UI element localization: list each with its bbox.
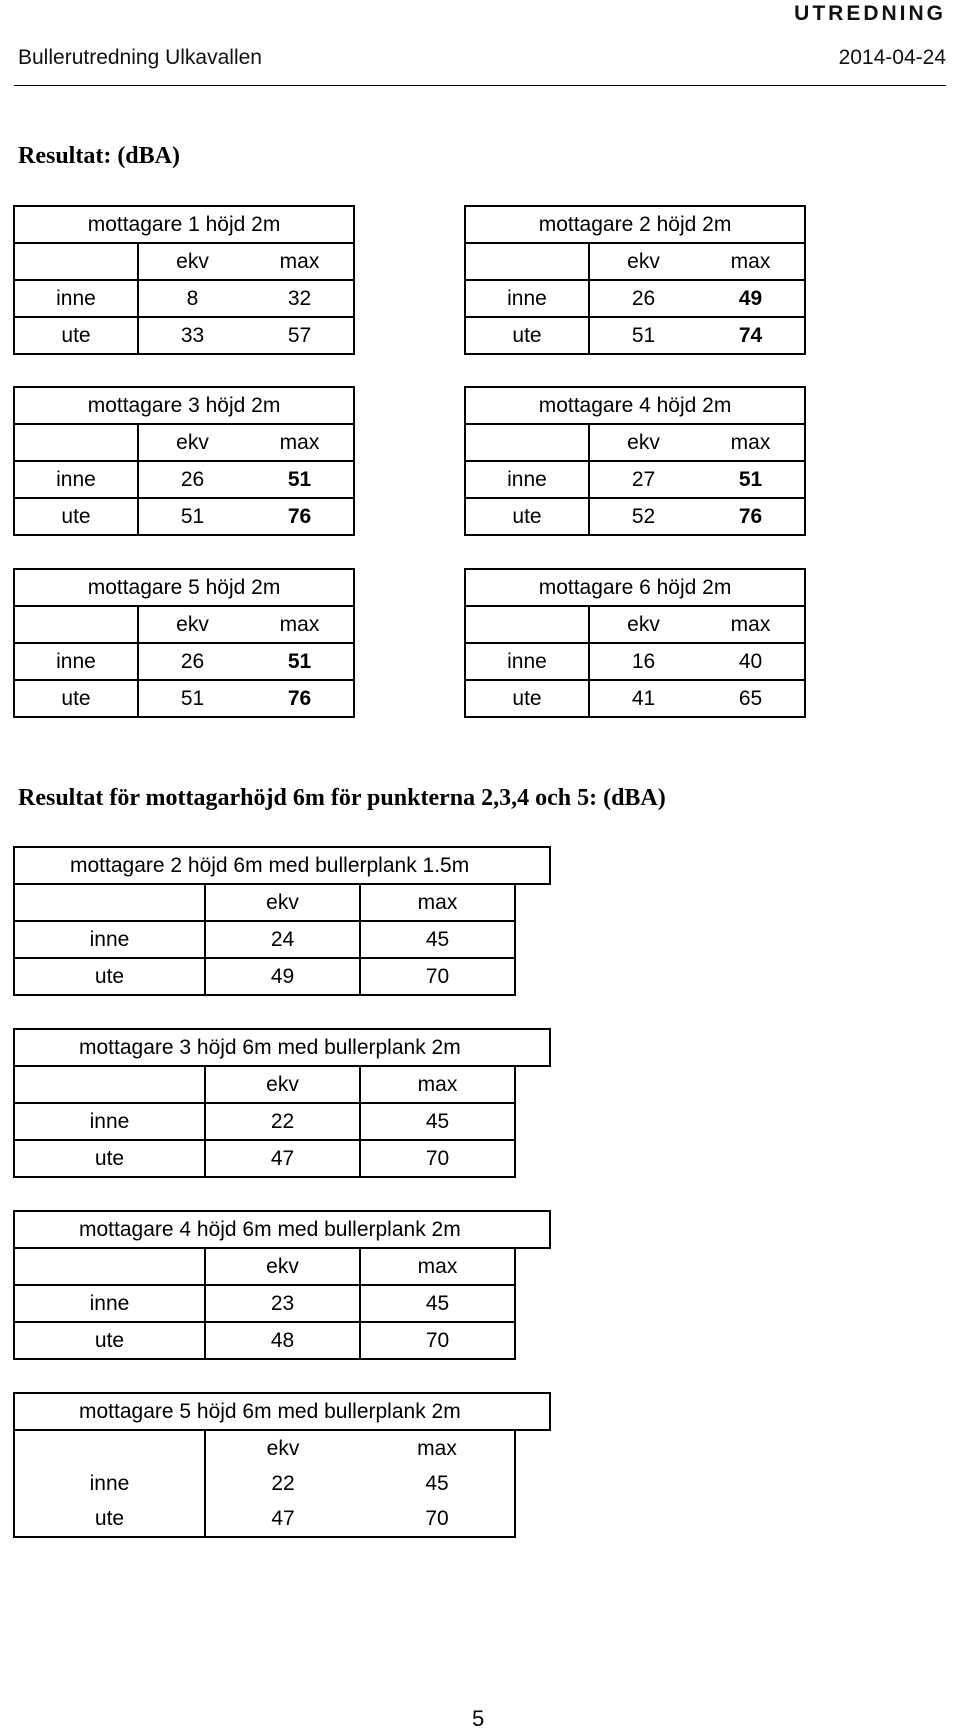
result-table-6m-mottagare-2 [13, 846, 551, 996]
section-title-6m-results: Resultat för mottagarhöjd 6m för punkterna 2,3,4 och 5: (dBA) [18, 785, 666, 811]
report-date: 2014-04-24 [838, 46, 946, 69]
result-table-mottagare-1 [13, 205, 355, 355]
value-ute-max: 70 [360, 1322, 515, 1359]
value-inne-max: 51 [246, 643, 354, 680]
column-header-max: max [360, 1430, 515, 1466]
column-header-max: max [697, 243, 805, 280]
column-header-ekv: ekv [138, 243, 246, 280]
column-header-ekv: ekv [205, 1066, 360, 1103]
column-header-max: max [246, 606, 354, 643]
value-ute-ekv: 47 [205, 1501, 360, 1537]
result-table-6m-mottagare-4 [13, 1210, 551, 1360]
value-ute-ekv: 52 [589, 498, 697, 535]
row-label-ute: ute [14, 317, 138, 354]
column-header-ekv: ekv [589, 424, 697, 461]
table-title: mottagare 1 höjd 2m [14, 206, 354, 243]
value-ute-ekv: 51 [138, 680, 246, 717]
column-header-ekv: ekv [589, 606, 697, 643]
row-label-inne: inne [14, 1285, 205, 1322]
document-category: UTREDNING [794, 2, 946, 25]
column-header-max: max [360, 884, 515, 921]
column-header-max: max [697, 606, 805, 643]
row-label-inne: inne [14, 461, 138, 498]
value-inne-max: 45 [360, 1103, 515, 1140]
value-inne-ekv: 23 [205, 1285, 360, 1322]
row-label-ute: ute [14, 498, 138, 535]
column-header-max: max [246, 243, 354, 280]
row-label-inne: inne [465, 280, 589, 317]
value-ute-max: 57 [246, 317, 354, 354]
row-label-ute: ute [465, 680, 589, 717]
row-label-inne: inne [14, 280, 138, 317]
value-inne-ekv: 22 [271, 1472, 295, 1495]
result-table-6m-mottagare-5 [13, 1392, 551, 1538]
row-label-ute: ute [14, 680, 138, 717]
row-label-ute: ute [14, 1322, 205, 1359]
value-inne-ekv: 16 [589, 643, 697, 680]
value-ute-ekv: 33 [138, 317, 246, 354]
result-table-mottagare-3 [13, 386, 355, 536]
header-divider [14, 85, 946, 86]
value-ute-ekv: 49 [205, 958, 360, 995]
value-inne-ekv: 8 [138, 280, 246, 317]
table-title: mottagare 5 höjd 6m med bullerplank 2m [14, 1393, 550, 1430]
value-ute-max: 76 [246, 680, 354, 717]
table-title: mottagare 6 höjd 2m [465, 569, 805, 606]
row-label-ute: ute [14, 1501, 205, 1537]
value-ute-ekv: 47 [205, 1140, 360, 1177]
value-ute-ekv: 51 [138, 498, 246, 535]
result-table-mottagare-2 [464, 205, 806, 355]
table-title: mottagare 4 höjd 6m med bullerplank 2m [14, 1211, 550, 1248]
value-inne-max: 45 [360, 1466, 515, 1501]
value-ute-max: 70 [360, 1501, 515, 1537]
column-header-max: max [360, 1066, 515, 1103]
column-header-ekv: ekv [266, 1437, 300, 1460]
value-ute-max: 65 [697, 680, 805, 717]
column-header-ekv: ekv [589, 243, 697, 280]
table-title: mottagare 3 höjd 2m [14, 387, 354, 424]
value-ute-ekv: 48 [205, 1322, 360, 1359]
table-title: mottagare 3 höjd 6m med bullerplank 2m [14, 1029, 550, 1066]
value-inne-max: 51 [246, 461, 354, 498]
column-header-ekv: ekv [205, 884, 360, 921]
section-title-results: Resultat: (dBA) [18, 143, 180, 169]
column-header-ekv: ekv [138, 424, 246, 461]
result-table-mottagare-5 [13, 568, 355, 718]
value-inne-max: 45 [360, 921, 515, 958]
value-inne-max: 40 [697, 643, 805, 680]
value-inne-ekv: 27 [589, 461, 697, 498]
value-inne-max: 49 [697, 280, 805, 317]
row-label-ute: ute [465, 498, 589, 535]
value-ute-max: 76 [246, 498, 354, 535]
column-header-max: max [360, 1248, 515, 1285]
row-label-ute: ute [465, 317, 589, 354]
table-title: mottagare 5 höjd 2m [14, 569, 354, 606]
result-table-6m-mottagare-3 [13, 1028, 551, 1178]
row-label-inne: inne [465, 461, 589, 498]
result-table-mottagare-4 [464, 386, 806, 536]
row-label-inne: inne [14, 1466, 205, 1501]
value-ute-max: 70 [360, 1140, 515, 1177]
row-label-inne: inne [14, 921, 205, 958]
row-label-inne: inne [14, 1103, 205, 1140]
value-ute-ekv: 41 [589, 680, 697, 717]
column-header-max: max [246, 424, 354, 461]
value-ute-ekv: 51 [589, 317, 697, 354]
value-inne-max: 45 [360, 1285, 515, 1322]
row-label-inne: inne [465, 643, 589, 680]
value-inne-ekv: 26 [138, 643, 246, 680]
value-ute-max: 74 [697, 317, 805, 354]
value-ute-max: 76 [697, 498, 805, 535]
table-title: mottagare 2 höjd 2m [465, 206, 805, 243]
value-inne-ekv: 26 [589, 280, 697, 317]
row-label-ute: ute [14, 1140, 205, 1177]
report-title: Bullerutredning Ulkavallen [18, 46, 262, 69]
column-header-ekv: ekv [205, 1248, 360, 1285]
value-inne-max: 32 [246, 280, 354, 317]
value-inne-ekv: 24 [205, 921, 360, 958]
value-inne-ekv: 22 [205, 1103, 360, 1140]
result-table-mottagare-6 [464, 568, 806, 718]
value-inne-max: 51 [697, 461, 805, 498]
row-label-inne: inne [14, 643, 138, 680]
column-header-max: max [697, 424, 805, 461]
column-header-ekv: ekv [138, 606, 246, 643]
table-title: mottagare 4 höjd 2m [465, 387, 805, 424]
value-inne-ekv: 26 [138, 461, 246, 498]
table-title: mottagare 2 höjd 6m med bullerplank 1.5m [14, 847, 550, 884]
row-label-ute: ute [14, 958, 205, 995]
value-ute-max: 70 [360, 958, 515, 995]
page-number: 5 [472, 1706, 485, 1731]
